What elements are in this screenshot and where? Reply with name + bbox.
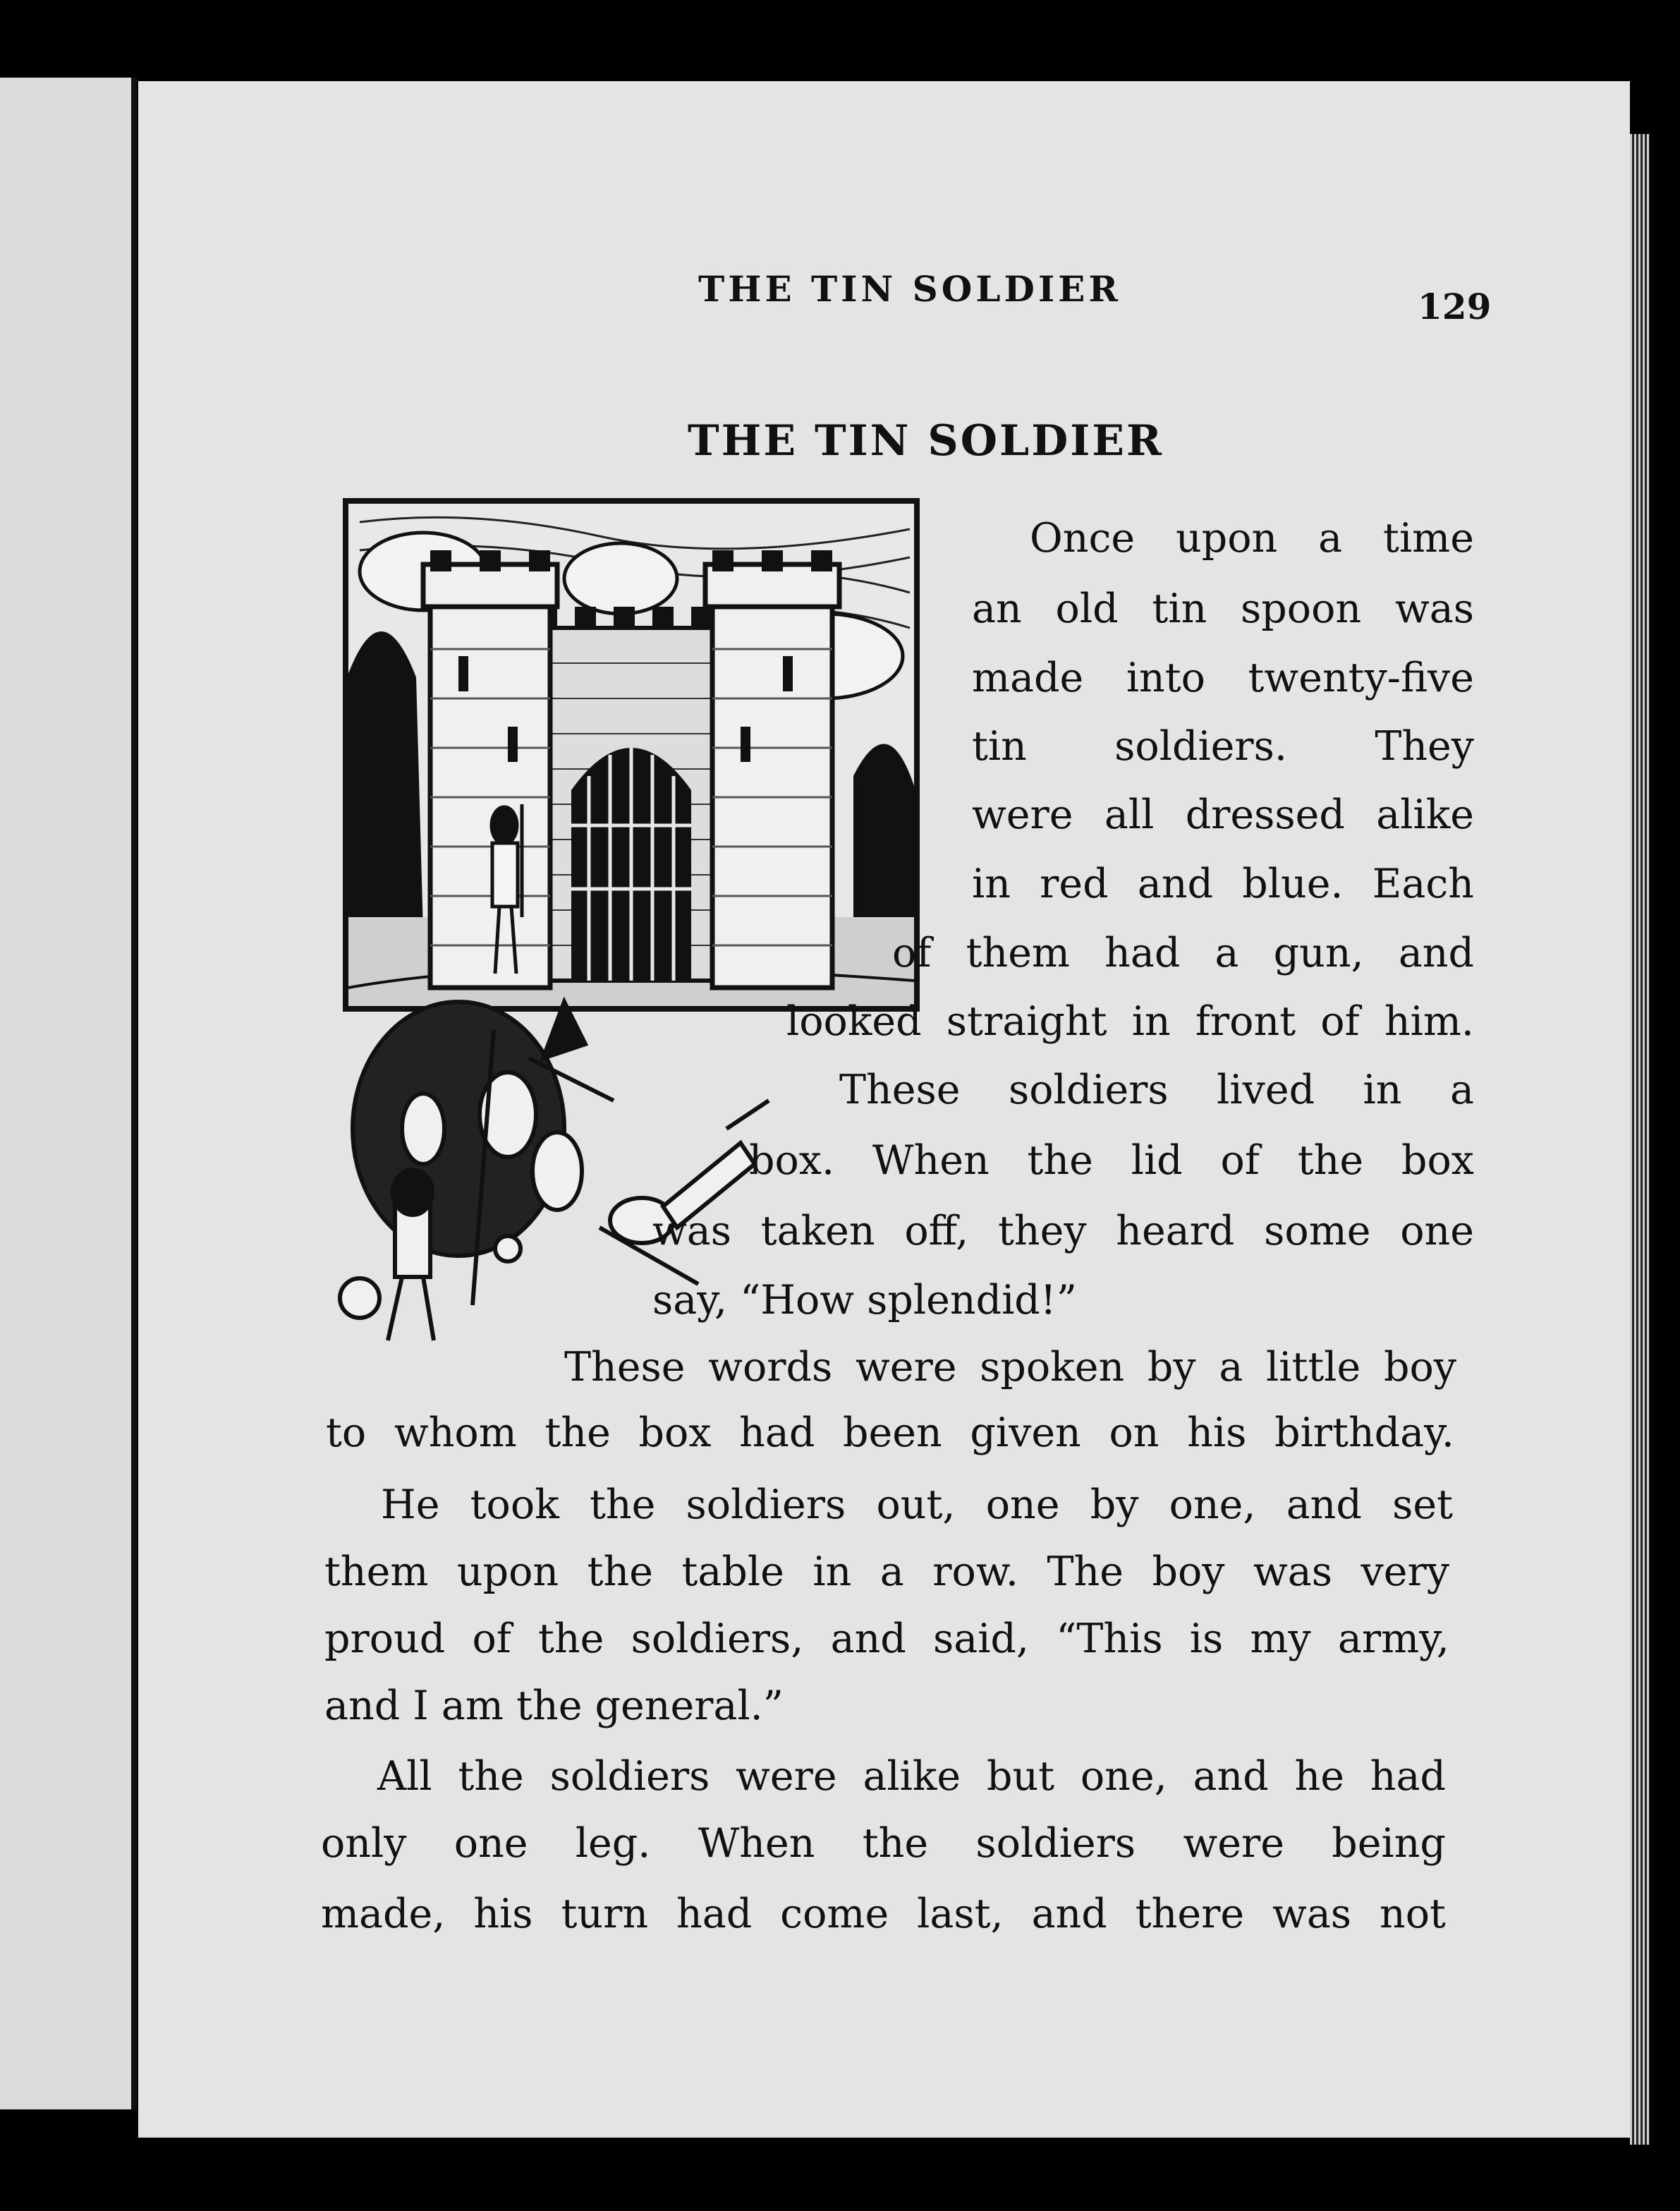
text-line: them upon the table in a row. The boy was very xyxy=(324,1549,1449,1595)
text-line: in red and blue. Each xyxy=(972,861,1474,907)
text-line: say, “How splendid!” xyxy=(652,1277,1077,1323)
text-line: looked straight in front of him. xyxy=(786,998,1474,1045)
text-line: proud of the soldiers, and said, “This is my army, xyxy=(324,1616,1449,1662)
text-line: These soldiers lived in a xyxy=(839,1067,1474,1113)
text-line: to whom the box had been given on his birthday. xyxy=(326,1410,1454,1456)
text-line: was taken off, they heard some one xyxy=(652,1208,1474,1254)
book-gutter xyxy=(131,78,137,2109)
text-line: were all dressed alike xyxy=(972,792,1474,838)
text-line: an old tin spoon was xyxy=(972,586,1474,632)
text-line: These words were spoken by a little boy xyxy=(564,1344,1456,1391)
page-number: 129 xyxy=(1418,286,1492,327)
text-line: and I am the general.” xyxy=(324,1683,784,1729)
text-line: only one leg. When the soldiers were being xyxy=(321,1820,1446,1867)
text-line: made, his turn had come last, and there was not xyxy=(321,1891,1446,1937)
chapter-title: THE TIN SOLDIER xyxy=(688,416,1164,466)
running-head: THE TIN SOLDIER xyxy=(698,268,1121,310)
text-line: tin soldiers. They xyxy=(972,723,1474,770)
text-line: He took the soldiers out, one by one, and set xyxy=(381,1482,1453,1528)
text-line: box. When the lid of the box xyxy=(749,1137,1474,1184)
facing-page-edge xyxy=(0,78,134,2109)
page-stack-edges xyxy=(1630,134,1650,2145)
text-line: All the soldiers were alike but one, and he had xyxy=(377,1753,1446,1800)
text-line: of them had a gun, and xyxy=(892,930,1474,976)
text-line: made into twenty-five xyxy=(972,655,1474,701)
text-line: Once upon a time xyxy=(1030,515,1474,562)
